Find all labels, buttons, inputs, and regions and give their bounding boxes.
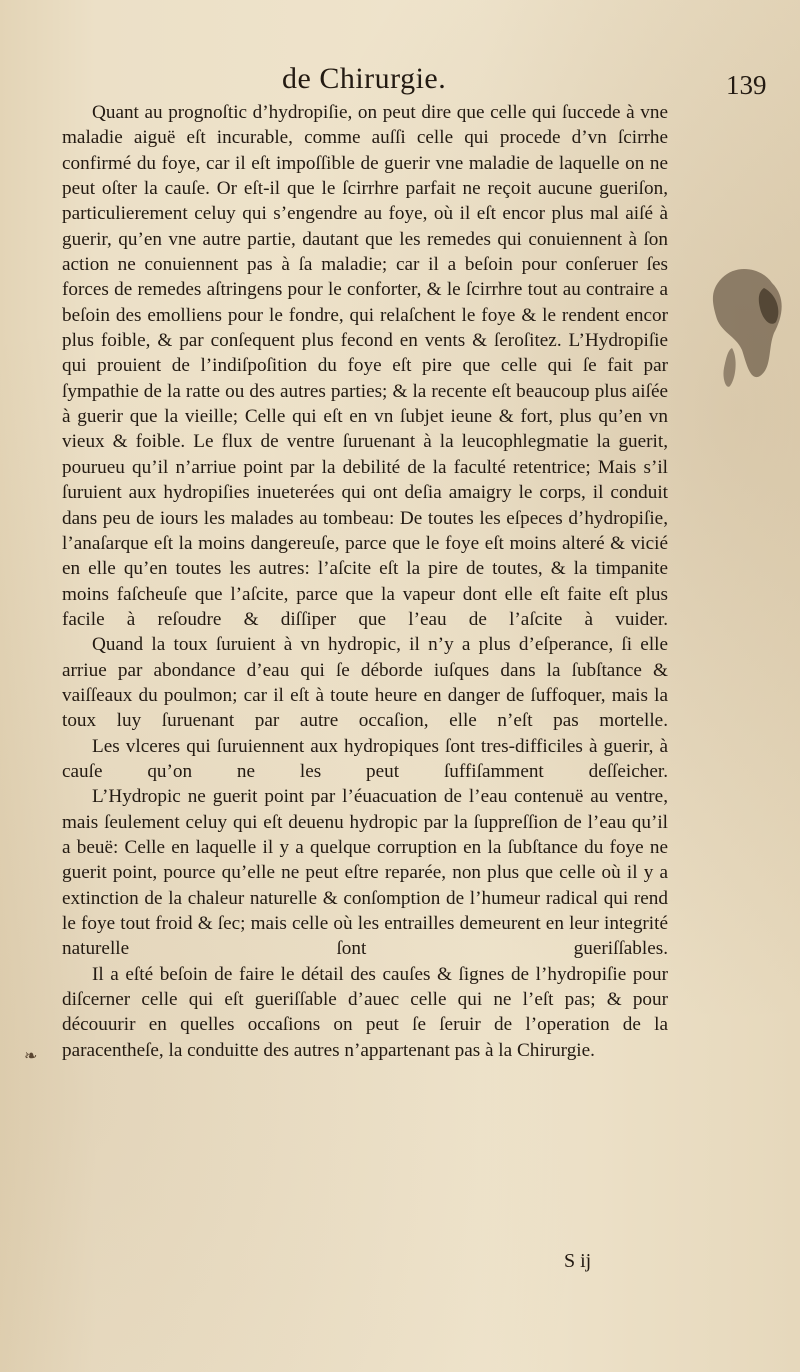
- running-title: de Chirurgie.: [282, 62, 447, 95]
- paragraph-prognostic: Quant au prognoſtic d’hydropiſie, on peut dire que celle qui ſuccede à vne maladie aiguë eſt incurable, comme auſſi celle qui procede d’vn ſcirrhe confirmé du foye, car il eſt impoſſible de guerir vne maladie de laquelle on ne peut oſter la cauſe. Or eſt-il que le ſcirrhre parfait ne reçoit aucune gueriſon, particulierement celuy qui s’engendre au foye, où il eſt encor plus mal aiſé à guerir, qu’en vne autre partie, dautant que les remedes qui conuiennent à ſon action ne conuiennent pas à ſa maladie; car il a beſoin pour conſeruer ſes forces de remedes aſtringens pour le conforter, & le ſcirrhre tout au contraire a beſoin des emolliens pour le fondre, qui relaſchent le foye & le rendent encor plus foible, & par conſequent plus fecond en vents & ſeroſitez. L’Hydropiſie qui prouient de l’indiſpoſition du foye eſt pire que celle qui ſe fait par ſympathie de la ratte ou des autres parties; & la recente eſt beaucoup plus aiſée à guerir que la vieille; Celle qui eſt en vn ſubjet ieune & fort, plus qu’en vn vieux & foible. Le flux de ventre ſuruenant à la leucophlegmatie la guerit, pourueu qu’il n’arriue point par la debilité de la faculté retentrice; Mais s’il ſuruient aux hydropiſies inueterées qui ont deſia amaigry le corps, il conduit dans peu de iours les malades au tombeau: De toutes les eſpeces d’hydropiſie, l’anaſarque eſt la moins dangereuſe, parce que le foye eſt moins alteré & vicié en elle qu’en toutes les autres: l’aſcite eſt la pire de toutes, & la timpanite moins faſcheuſe que l’aſcite, parce que la vapeur dont elle eſt faite eſt plus facile à reſoudre & diſſiper que l’eau de l’aſcite à vuider.: [62, 102, 668, 630]
- signature-mark: S ij: [564, 1250, 592, 1272]
- paragraph-evacuation: L’Hydropic ne guerit point par l’éuacuation de l’eau contenuë au ventre, mais ſeulement celuy qui eſt deuenu hydropic par la ſuppreſſion de l’eau qu’il a beuë: Celle en laquelle il y a quelque corruption en la ſubſtance du foye ne guerit point, pource qu’elle ne peut eſtre reparée, non plus que celle où il y a extinction de la chaleur naturelle & conſomption de l’humeur radical qui rend le foye tout froid & ſec; mais celle où les entrailles demeurent en leur integrité naturelle ſont gueriſſables.: [62, 786, 668, 960]
- page-number: 139: [726, 70, 767, 100]
- body-text: [62, 100, 668, 1063]
- margin-bullet-mark: ❧: [24, 1046, 38, 1065]
- paragraph-toux: Quand la toux ſuruient à vn hydropic, il n’y a plus d’eſperance, ſi elle arriue par abondance d’eau qui ſe déborde iuſques dans la ſubſtance & vaiſſeaux du poulmon; car il eſt à toute heure en danger de ſuffoquer, mais la toux luy ſuruenant par autre occaſion, elle n’eſt pas mortelle.: [62, 634, 668, 732]
- paragraph-conclusion: Il a eſté beſoin de faire le détail des cauſes & ſignes de l’hydropiſie pour diſcerner celle qui eſt gueriſſable d’auec celle qui ne l’eſt pas; & pour découurir en quelles occaſions on peut ſe ſeruir de l’operation de la paracentheſe, la conduitte des autres n’appartenant pas à la Chirurgie.: [62, 963, 668, 1061]
- ink-blot-stain: [702, 258, 792, 398]
- paragraph-vlceres: Les vlceres qui ſuruiennent aux hydropiques ſont tres-difficiles à guerir, à cauſe qu’on ne les peut ſuffiſamment deſſeicher.: [62, 735, 668, 782]
